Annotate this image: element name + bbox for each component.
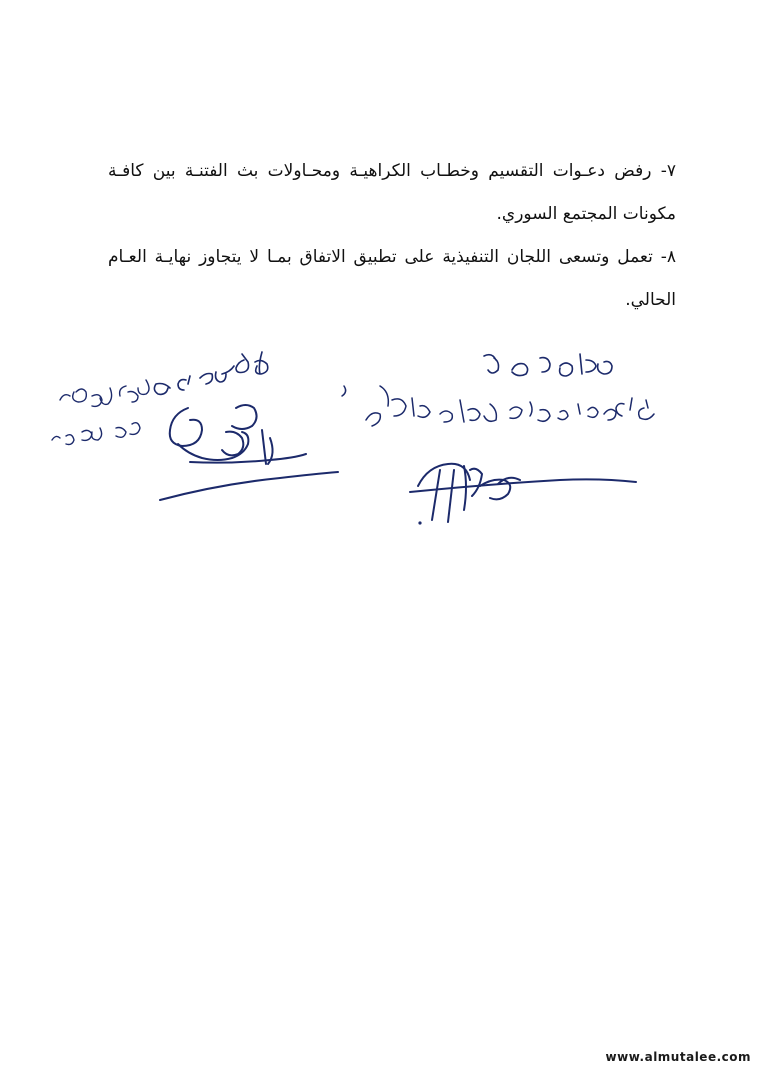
left-signatory-title-handwriting	[52, 380, 149, 445]
right-signatory-name-handwriting	[484, 354, 612, 376]
right-signatory-title-handwriting	[342, 386, 654, 426]
clause-7: ٧- رفض دعـوات التقسيم وخطـاب الكراهيـة ومحـاولات بث الفتنـة بين كافـة مكونات المجتمع السوري.	[108, 161, 676, 224]
left-signatory-name-handwriting	[154, 352, 267, 394]
agreement-clauses	[108, 150, 676, 322]
right-signature-scrawl	[410, 464, 636, 522]
watermark-box	[603, 1044, 773, 1080]
left-signature-scrawl	[160, 405, 338, 500]
watermark-link-text: www.almutalee.com	[605, 1050, 751, 1064]
clause-8: ٨- تعمل وتسعى اللجان التنفيذية على تطبيق الاتفاق بمـا لا يتجاوز نهايـة العـام الحالي.	[108, 247, 676, 310]
